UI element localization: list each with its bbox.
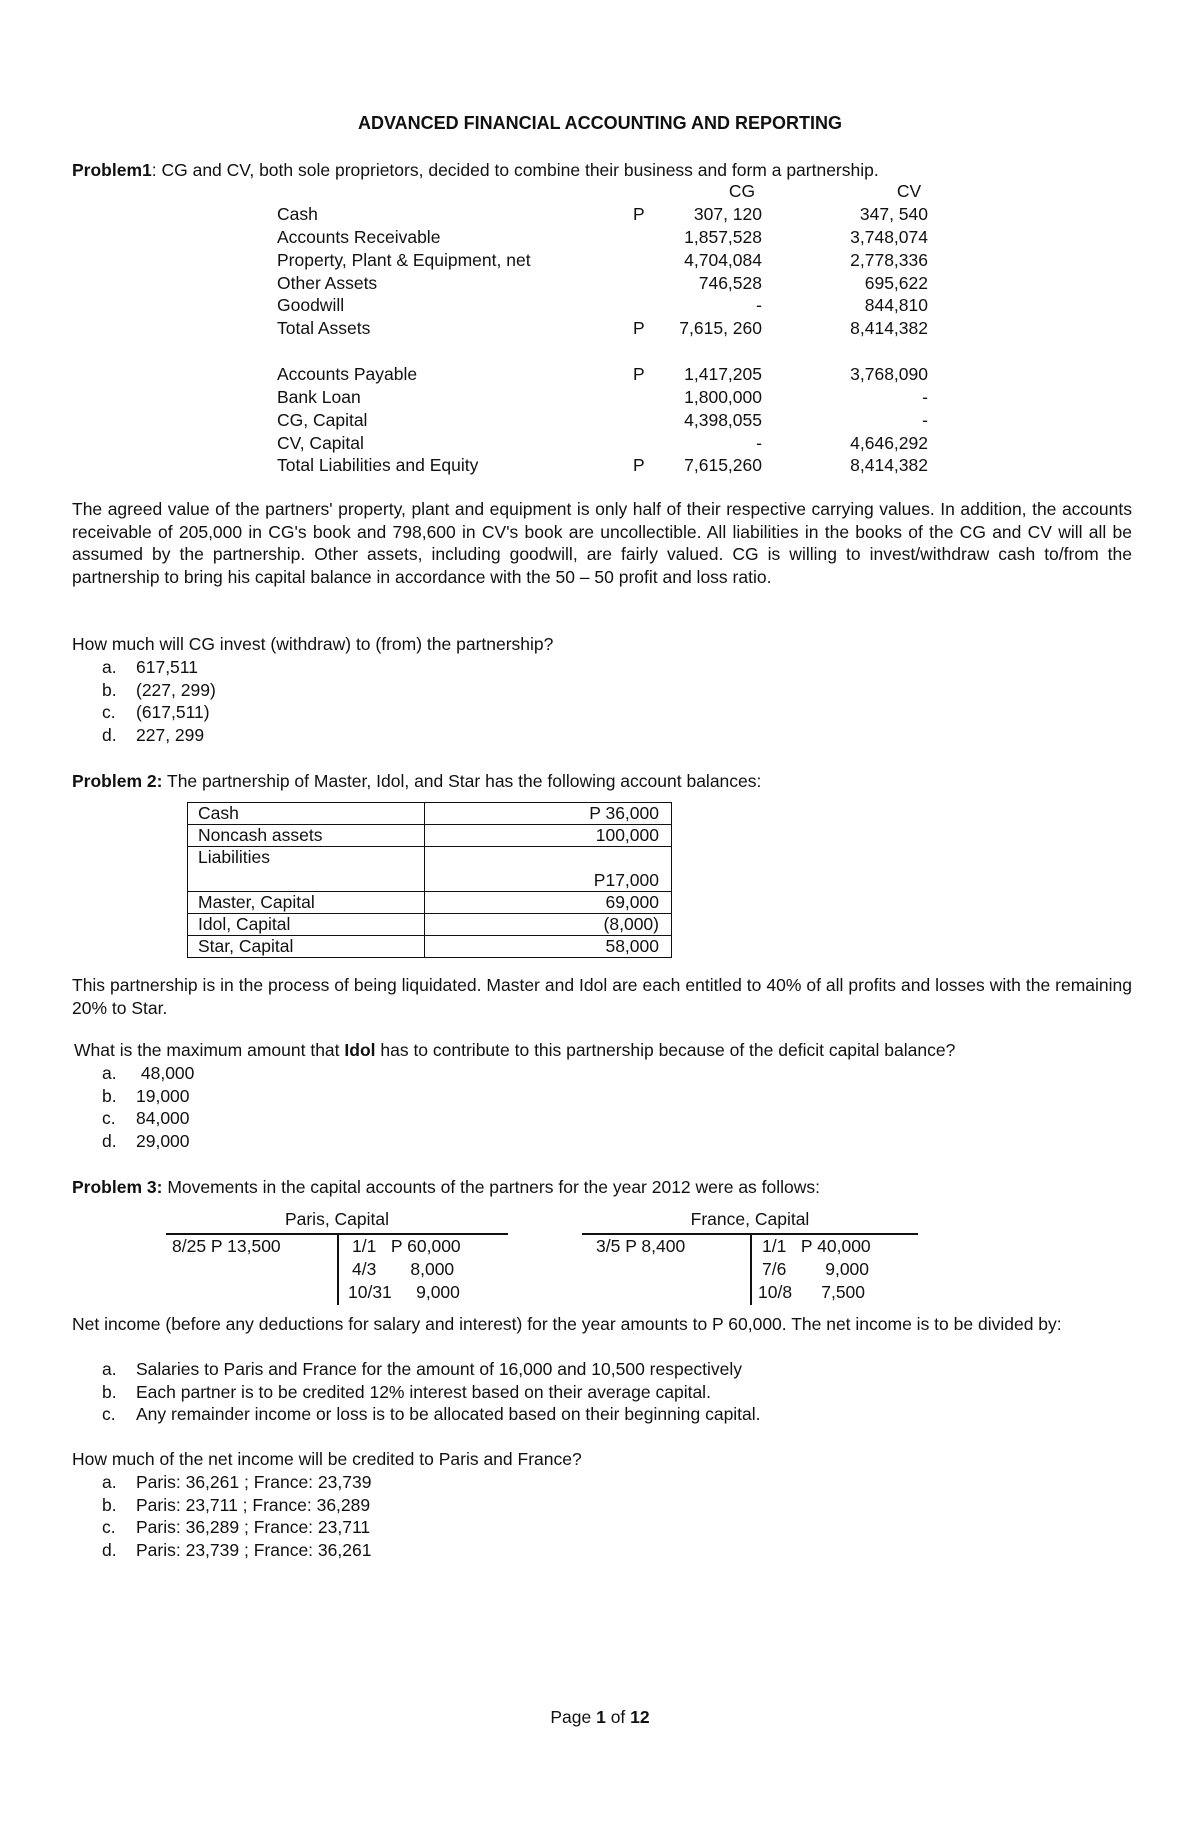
option-letter: d.: [102, 1131, 117, 1152]
table-cell: P17,000: [425, 847, 672, 892]
cg-amount: 4,398,055: [684, 410, 762, 430]
problem3-label: Problem 3:: [72, 1177, 163, 1197]
table-row: [188, 914, 672, 936]
option-text: Paris: 36,261 ; France: 23,739: [136, 1472, 372, 1492]
peso-sign: P: [633, 204, 645, 224]
peso-sign: P: [633, 364, 645, 384]
option-letter: a.: [102, 1359, 117, 1379]
problem1-intro: [72, 160, 879, 181]
problem3-question: How much of the net income will be credited to Paris and France?: [72, 1449, 582, 1469]
option-letter: a.: [102, 1472, 117, 1492]
t-account-title: Paris, Capital: [284, 1209, 390, 1229]
table-cell: 100,000: [425, 825, 672, 847]
account-name: Accounts Payable: [277, 364, 418, 384]
option-letter: b.: [102, 1494, 117, 1515]
problem3-intro: [72, 1177, 820, 1198]
cv-amount: 3,748,074: [850, 227, 928, 247]
option-letter: c.: [102, 1517, 116, 1538]
problem2-paragraph: This partnership is in the process of being liquidated. Master and Idol are each entitled to 40% of all profits and losses with the remaining 20% to Star.: [72, 975, 1132, 1018]
option-item: [102, 1404, 761, 1425]
option-item: [102, 1359, 742, 1380]
table-cell: Noncash assets: [188, 825, 425, 847]
option-letter: c.: [102, 1108, 116, 1129]
table-row: [188, 892, 672, 914]
option-item: [102, 1517, 370, 1538]
peso-sign: P: [633, 455, 645, 475]
cv-amount: 3,768,090: [850, 364, 928, 384]
cv-amount: -: [922, 410, 928, 430]
t-account-credit-entry: 7/6 9,000: [762, 1259, 870, 1279]
table-cell: P 36,000: [425, 803, 672, 825]
cg-amount: 746,528: [698, 273, 762, 293]
account-name: Bank Loan: [277, 387, 361, 407]
option-text: Paris: 23,739 ; France: 36,261: [136, 1540, 372, 1561]
option-text: Paris: 23,711 ; France: 36,289: [136, 1494, 371, 1515]
cg-amount: 1,417,205: [684, 364, 762, 384]
t-account-credit-entry: 10/31 9,000: [348, 1282, 460, 1302]
problem1-intro-text: : CG and CV, both sole proprietors, decided to combine their business and form a partnership.: [151, 160, 879, 180]
option-letter: c.: [102, 1404, 116, 1425]
cg-amount: 307, 120: [693, 204, 762, 224]
account-name: Total Assets: [277, 318, 371, 338]
problem2-intro-text: The partnership of Master, Idol, and Star has the following account balances:: [162, 771, 762, 791]
option-item: [102, 657, 198, 678]
table-cell: Cash: [188, 803, 425, 825]
cg-amount: 4,704,084: [684, 250, 762, 270]
page-footer: [0, 1707, 1200, 1728]
option-item: [102, 1086, 190, 1107]
problem2-balances-table: [187, 802, 672, 958]
option-letter: d.: [102, 1540, 117, 1561]
cg-amount: -: [756, 295, 762, 315]
table-row: [188, 847, 672, 892]
t-account-credit-entry: 1/1 P 40,000: [762, 1236, 871, 1256]
option-item: [102, 1495, 370, 1516]
cv-amount: 8,414,382: [850, 455, 928, 475]
cv-amount: 2,778,336: [850, 250, 928, 270]
option-text: 29,000: [136, 1131, 190, 1152]
option-item: [102, 1382, 711, 1403]
problem3-intro-text: Movements in the capital accounts of the partners for the year 2012 were as follows:: [162, 1177, 821, 1197]
t-account-credit-entry: 1/1 P 60,000: [352, 1236, 461, 1256]
cg-amount: 7,615,260: [684, 455, 762, 475]
problem2-question: [74, 1040, 955, 1061]
footer-text: Page: [550, 1707, 597, 1727]
option-letter: d.: [102, 725, 117, 746]
account-name: Total Liabilities and Equity: [277, 455, 479, 475]
col-header-cv: CV: [896, 181, 922, 201]
table-cell: (8,000): [425, 914, 672, 936]
option-item: [102, 1540, 371, 1561]
option-letter: b.: [102, 1381, 117, 1402]
option-text: (227, 299): [136, 679, 216, 700]
option-item: [102, 702, 210, 723]
question-text: has to contribute to this partnership because of the deficit capital balance?: [375, 1040, 956, 1060]
account-name: Property, Plant & Equipment, net: [277, 250, 531, 270]
option-text: 617,511: [136, 657, 198, 677]
option-item: [102, 1108, 190, 1129]
option-letter: b.: [102, 679, 117, 700]
t-account-credit-entry: 10/8 7,500: [758, 1282, 866, 1302]
cv-amount: 695,622: [864, 273, 928, 293]
table-cell: Liabilities: [188, 847, 425, 892]
col-header-cg: CG: [728, 181, 756, 201]
account-name: Cash: [277, 204, 318, 224]
option-letter: c.: [102, 702, 116, 723]
page-total: 12: [630, 1707, 650, 1727]
table-row: [188, 936, 672, 958]
table-cell: 69,000: [425, 892, 672, 914]
problem2-label: Problem 2:: [72, 771, 163, 791]
option-text: 48,000: [136, 1063, 195, 1083]
table-cell: 58,000: [425, 936, 672, 958]
t-account-title: France, Capital: [690, 1209, 810, 1229]
question-text: What is the maximum amount that: [74, 1040, 345, 1060]
account-name: Accounts Receivable: [277, 227, 441, 247]
problem1-paragraph: The agreed value of the partners' property, plant and equipment is only half of their respective carrying values. In addition, the accounts receivable of 205,000 in CG's book and 798,600 in CV's book are uncollectible. All liabilities in the books of the CG and CV will all be assumed by the partnership. Other assets, including goodwill, are fairly valued. CG is willing to invest/withdraw cash to/from the partnership to bring his capital balance in accordance with the 50 – 50 profit and loss ratio.: [72, 499, 1132, 587]
table-row: [188, 803, 672, 825]
account-name: Other Assets: [277, 273, 378, 293]
peso-sign: P: [633, 318, 645, 338]
option-item: [102, 1131, 190, 1152]
t-account-debit-entry: 3/5 P 8,400: [596, 1236, 686, 1256]
cg-amount: -: [756, 433, 762, 453]
problem1-question: How much will CG invest (withdraw) to (from) the partnership?: [72, 634, 554, 654]
t-account-divider: [750, 1233, 752, 1305]
cv-amount: 844,810: [864, 295, 928, 315]
option-item: [102, 1063, 194, 1084]
option-text: 227, 299: [136, 725, 205, 746]
footer-text: of: [605, 1707, 631, 1727]
option-text: Salaries to Paris and France for the amount of 16,000 and 10,500 respectively: [136, 1359, 743, 1379]
account-name: CV, Capital: [277, 433, 364, 453]
option-item: [102, 725, 204, 746]
table-cell: Idol, Capital: [188, 914, 425, 936]
t-account-divider: [337, 1233, 339, 1305]
option-text: 84,000: [136, 1108, 190, 1129]
table-cell: Master, Capital: [188, 892, 425, 914]
cv-amount: 4,646,292: [850, 433, 928, 453]
problem2-intro: [72, 771, 761, 792]
option-letter: b.: [102, 1085, 117, 1106]
option-text: Each partner is to be credited 12% interest based on their average capital.: [136, 1381, 711, 1402]
cg-amount: 1,857,528: [684, 227, 762, 247]
cg-amount: 7,615, 260: [679, 318, 762, 338]
problem3-paragraph: Net income (before any deductions for salary and interest) for the year amounts to P 60,000. The net income is to be divided by:: [72, 1314, 1062, 1334]
account-name: CG, Capital: [277, 410, 368, 430]
page-number: 1: [596, 1707, 606, 1727]
account-name: Goodwill: [277, 295, 345, 315]
t-account-credit-entry: 4/3 8,000: [352, 1259, 455, 1279]
question-bold-text: Idol: [344, 1040, 376, 1060]
option-letter: a.: [102, 1063, 117, 1083]
problem1-label: Problem1: [72, 160, 152, 180]
cv-amount: 347, 540: [859, 204, 928, 224]
document-title: ADVANCED FINANCIAL ACCOUNTING AND REPORTING: [358, 113, 842, 133]
cg-amount: 1,800,000: [684, 387, 762, 407]
table-row: [188, 825, 672, 847]
option-text: Paris: 36,289 ; France: 23,711: [136, 1517, 371, 1538]
option-item: [102, 1472, 371, 1493]
option-item: [102, 680, 216, 701]
t-account-debit-entry: 8/25 P 13,500: [172, 1236, 281, 1256]
table-cell: Star, Capital: [188, 936, 425, 958]
option-text: 19,000: [136, 1085, 190, 1106]
cv-amount: 8,414,382: [850, 318, 928, 338]
option-letter: a.: [102, 657, 117, 677]
cv-amount: -: [922, 387, 928, 407]
option-text: Any remainder income or loss is to be allocated based on their beginning capital.: [136, 1404, 761, 1425]
option-text: (617,511): [136, 702, 210, 723]
